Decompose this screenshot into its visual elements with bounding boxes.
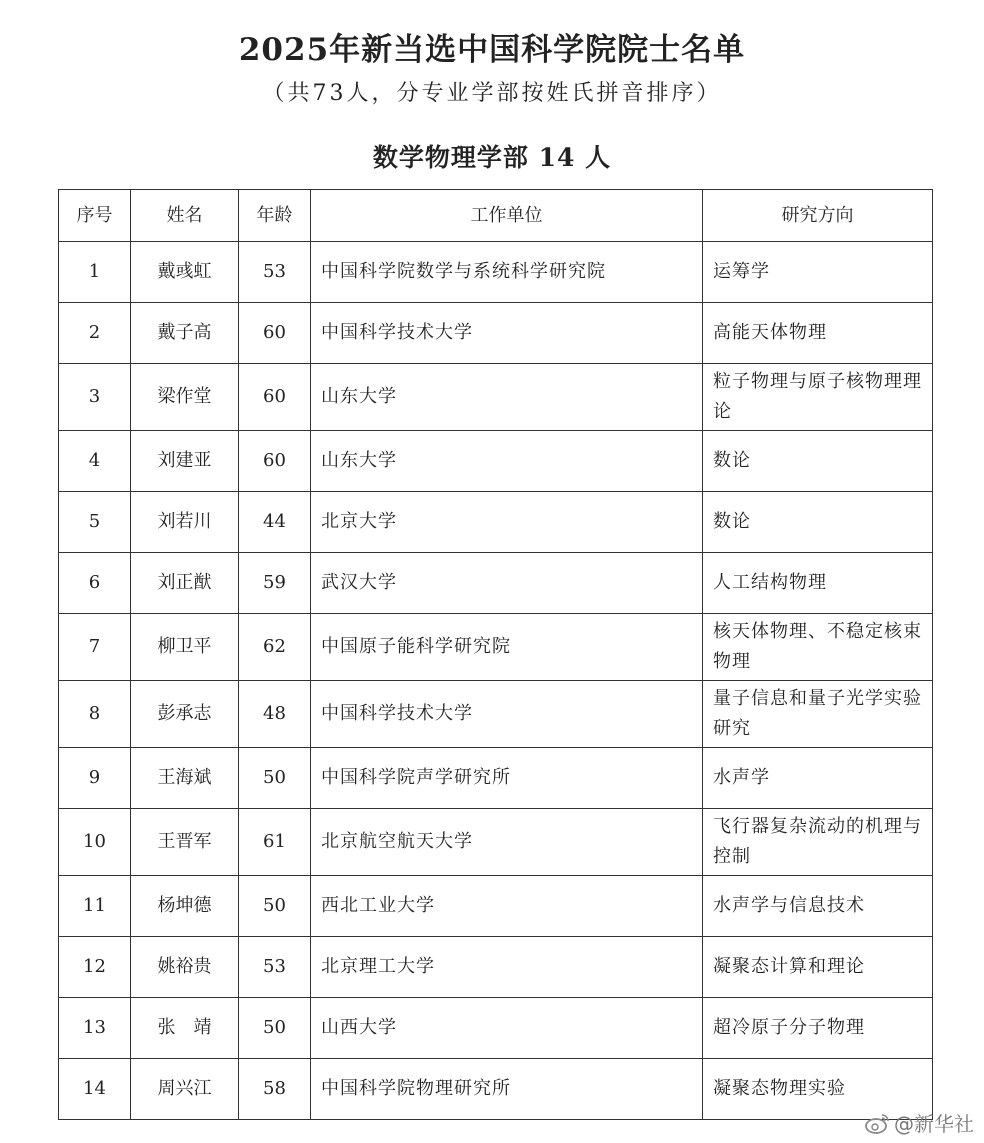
row-name: 戴彧虹 — [131, 242, 239, 303]
row-unit: 北京理工大学 — [311, 937, 703, 998]
row-name: 刘若川 — [131, 492, 239, 553]
row-age: 53 — [239, 242, 311, 303]
row-field: 飞行器复杂流动的机理与控制 — [703, 809, 933, 876]
table-row — [59, 809, 933, 876]
row-field: 高能天体物理 — [703, 303, 933, 364]
row-unit: 西北工业大学 — [311, 876, 703, 937]
row-age: 50 — [239, 748, 311, 809]
table-row — [59, 242, 933, 303]
header-name: 姓名 — [131, 190, 239, 242]
header-field: 研究方向 — [703, 190, 933, 242]
header-age: 年龄 — [239, 190, 311, 242]
row-number: 2 — [59, 303, 131, 364]
row-name: 戴子高 — [131, 303, 239, 364]
row-field: 凝聚态计算和理论 — [703, 937, 933, 998]
table-row — [59, 681, 933, 748]
row-field: 量子信息和量子光学实验研究 — [703, 681, 933, 748]
row-field: 水声学 — [703, 748, 933, 809]
table-row — [59, 1059, 933, 1120]
row-unit: 中国科学院物理研究所 — [311, 1059, 703, 1120]
row-name: 梁作堂 — [131, 364, 239, 431]
row-number: 9 — [59, 748, 131, 809]
watermark — [865, 1108, 974, 1137]
row-number: 10 — [59, 809, 131, 876]
row-number: 13 — [59, 998, 131, 1059]
table-row — [59, 937, 933, 998]
row-age: 60 — [239, 303, 311, 364]
section-heading: 数学物理学部 14 人 — [372, 143, 612, 172]
table-row — [59, 303, 933, 364]
table-row — [59, 748, 933, 809]
row-age: 60 — [239, 431, 311, 492]
row-age: 61 — [239, 809, 311, 876]
row-number: 5 — [59, 492, 131, 553]
row-unit: 中国科学院声学研究所 — [311, 748, 703, 809]
row-unit: 武汉大学 — [311, 553, 703, 614]
table-row — [59, 492, 933, 553]
row-name: 柳卫平 — [131, 614, 239, 681]
row-unit: 中国科学技术大学 — [311, 681, 703, 748]
row-field: 粒子物理与原子核物理理论 — [703, 364, 933, 431]
row-number: 8 — [59, 681, 131, 748]
academicians-table — [58, 189, 933, 1120]
table-row — [59, 998, 933, 1059]
row-name: 张 靖 — [131, 998, 239, 1059]
table-row — [59, 431, 933, 492]
row-field: 数论 — [703, 431, 933, 492]
row-age: 60 — [239, 364, 311, 431]
row-field: 数论 — [703, 492, 933, 553]
header-unit: 工作单位 — [311, 190, 703, 242]
watermark-text: @新华社 — [894, 1112, 974, 1136]
row-unit: 北京大学 — [311, 492, 703, 553]
row-name: 姚裕贵 — [131, 937, 239, 998]
row-field: 超冷原子分子物理 — [703, 998, 933, 1059]
row-unit: 中国原子能科学研究院 — [311, 614, 703, 681]
table-header-row — [59, 190, 933, 242]
row-age: 48 — [239, 681, 311, 748]
row-name: 周兴江 — [131, 1059, 239, 1120]
row-field: 凝聚态物理实验 — [703, 1059, 933, 1120]
row-number: 3 — [59, 364, 131, 431]
row-name: 王晋军 — [131, 809, 239, 876]
row-field: 水声学与信息技术 — [703, 876, 933, 937]
document-title: 2025年新当选中国科学院院士名单 — [238, 32, 746, 68]
row-age: 53 — [239, 937, 311, 998]
row-name: 刘建亚 — [131, 431, 239, 492]
row-unit: 山东大学 — [311, 431, 703, 492]
table-row — [59, 614, 933, 681]
row-number: 4 — [59, 431, 131, 492]
row-unit: 山东大学 — [311, 364, 703, 431]
row-number: 14 — [59, 1059, 131, 1120]
row-age: 62 — [239, 614, 311, 681]
row-age: 44 — [239, 492, 311, 553]
row-name: 杨坤德 — [131, 876, 239, 937]
row-name: 王海斌 — [131, 748, 239, 809]
row-unit: 中国科学技术大学 — [311, 303, 703, 364]
row-name: 彭承志 — [131, 681, 239, 748]
row-age: 50 — [239, 998, 311, 1059]
weibo-icon — [865, 1112, 891, 1134]
row-number: 7 — [59, 614, 131, 681]
table-row — [59, 553, 933, 614]
row-field: 人工结构物理 — [703, 553, 933, 614]
row-unit: 中国科学院数学与系统科学研究院 — [311, 242, 703, 303]
row-age: 59 — [239, 553, 311, 614]
table-row — [59, 876, 933, 937]
row-unit: 山西大学 — [311, 998, 703, 1059]
document-subtitle: （共73人，分专业学部按姓氏拼音排序） — [262, 81, 722, 106]
row-unit: 北京航空航天大学 — [311, 809, 703, 876]
table-row — [59, 364, 933, 431]
row-field: 运筹学 — [703, 242, 933, 303]
row-name: 刘正猷 — [131, 553, 239, 614]
row-field: 核天体物理、不稳定核束物理 — [703, 614, 933, 681]
row-number: 11 — [59, 876, 131, 937]
row-age: 58 — [239, 1059, 311, 1120]
row-number: 6 — [59, 553, 131, 614]
row-number: 12 — [59, 937, 131, 998]
row-age: 50 — [239, 876, 311, 937]
row-number: 1 — [59, 242, 131, 303]
header-no: 序号 — [59, 190, 131, 242]
